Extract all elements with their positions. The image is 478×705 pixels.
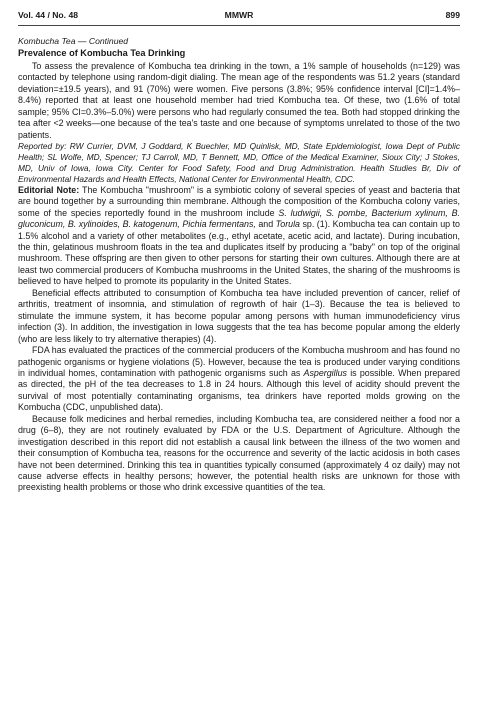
fda-text-2: is possible. When prepared as directed, the pH of the tea decreases to 1.8 in 24 hours. Although this level of acidity should prevent the survival of most potentially contaminating organisms, tea drinkers have reported molds growing on the Kombucha (CDC, unpublished data). (18, 367, 461, 413)
fda-paragraph (18, 345, 460, 414)
article-body (18, 36, 460, 494)
journal-name: MMWR (224, 10, 254, 20)
running-header (18, 10, 460, 22)
benefits-paragraph: Beneficial effects attributed to consumption of Kombucha tea have included prevention of cancer, relief of arthritis, treatment of insomnia, and stimulation of regrowth of hair (1–3). Because the tea is believed to stimulate the immune system, it has become popular among persons with human immunodeficiency virus infection (3). In addition, the investigation in Iowa suggests that the tea has become popular among the elderly (who are less likely to try alternative therapies) (4). (18, 287, 460, 344)
and-word: and (255, 219, 276, 230)
folk-medicine-paragraph: Because folk medicines and herbal remedies, including Kombucha tea, are considered neither a food nor a drug (6–8), they are not routinely evaluated by FDA or the U.S. Department of Agriculture. Although the investigation described in this report did not establish a causal link between the illness of the two women and their consumption of Kombucha tea, reasons for the occurrence and severity of the lactic acidosis in both cases have not been determined. Drinking this tea in quantities typically consumed (approximately 4 oz daily) may not cause adverse effects in healthy persons; however, the potential health risks are unknown for those with preexisting health problems or those who drink excessive quantities of the tea. (18, 413, 460, 493)
header-rule (18, 25, 460, 26)
editorial-text-2: sp. (1). Kombucha tea can contain up to 1.5% alcohol and a variety of other metabolites (e.g., ethyl acetate, acetic acid, and lactate). During incubation, the thin, gelatinous mushroom floats in the tea and duplicates itself by producing a "baby" on top of the original mushroom. These offspring are then given to other persons for starting their own cultures. Although there are at least two commercial producers of Kombucha mushrooms in the United States, the sharing of the mushrooms is believed to have helped to promote its popularity in the United States. (18, 219, 460, 287)
fda-text-1: FDA has evaluated the practices of the commercial producers of the Kombucha mushroom and has found no pathogenic organisms or hygiene violations (5). However, because the tea is produced under varying conditions in individual homes, contamination with pathogenic organisms such as (18, 345, 460, 378)
page-number: 899 (445, 10, 460, 20)
prevalence-paragraph: To assess the prevalence of Kombucha tea drinking in the town, a 1% sample of households (n=129) was contacted by telephone using random-digit dialing. The mean age of the respondents was 51.2 years (standard deviation=±19.5 years), and 91 (70%) were women. Five persons (3.8%; 95% confidence interval [CI]=1.4%–8.4%) reported that at least one household member had tried Kombucha tea. Of these, two (1.6% of total sample; 95% CI=0.3%–5.0%) were persons who had regularly consumed the tea. Both had stopped drinking the tea after <2 weeks—one because of the tea's taste and one because of symptoms unrelated to those of the two patients. (18, 60, 460, 140)
volume-number: Vol. 44 / No. 48 (18, 10, 79, 20)
editorial-text-1: The Kombucha "mushroom" is a symbiotic colony of several species of yeast and bacteria that are bound together by a surrounding thin membrane. Although the composition of the Kombucha colony varies, some of the species reportedly found in the mushroom include (18, 184, 460, 218)
reported-by: Reported by: RW Currier, DVM, J Goddard, K Buechler, MD Quinlisk, MD, State Epidemiologist, Iowa Dept of Public Health; SL Wolfe, MD, Spencer; TJ Carroll, MD, T Bennett, MD, Office of the Medical Examiner, Sioux City; J Stokes, MD, Univ of Iowa, Iowa City. Center for Food Safety, Food and Drug Administration. Health Studies Br, Div of Environmental Hazards and Health Effects, National Center for Environmental Health, CDC. (18, 141, 460, 184)
continued-label: Kombucha Tea — Continued (18, 36, 129, 46)
editorial-note-paragraph (18, 185, 460, 288)
editorial-note-label: Editorial Note: (18, 184, 80, 195)
section-title: Prevalence of Kombucha Tea Drinking (18, 48, 186, 59)
torula-species: Torula (275, 219, 300, 230)
species-list: S. ludwigii, S. pombe, Bacterium xylinum, B. gluconicum, B. xylinoides, B. katogenum, Pichia fermentans, (18, 207, 460, 230)
fda-organism: Aspergillus (303, 367, 347, 378)
